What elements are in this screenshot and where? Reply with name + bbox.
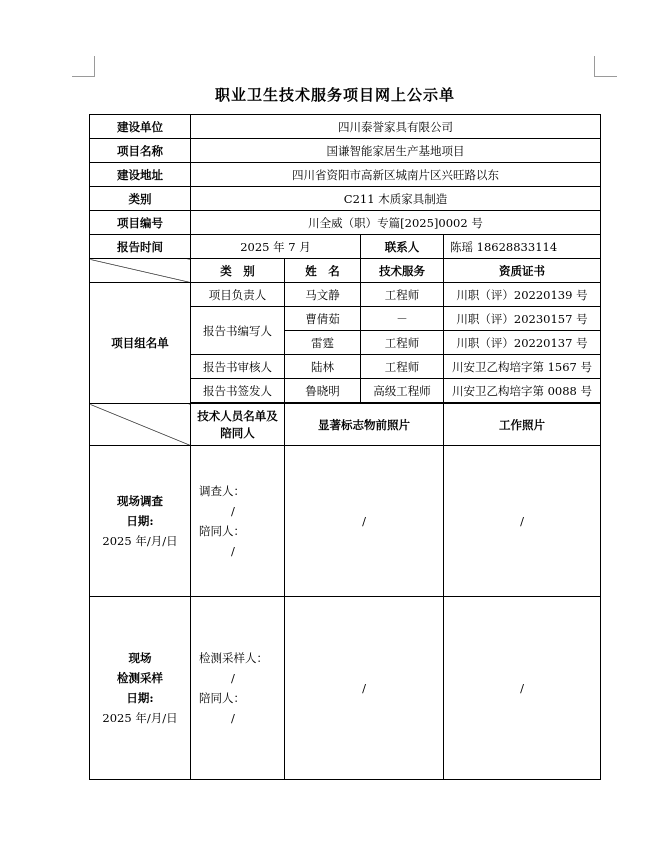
role-writer: 报告书编写人 [191, 307, 285, 355]
row-report-time [90, 235, 601, 259]
row-sampling [90, 597, 601, 780]
member-service: 高级工程师 [361, 379, 444, 403]
row-address [90, 163, 601, 187]
sampling-date: 2025 年/月/日 [102, 711, 178, 725]
header-name: 姓 名 [285, 259, 361, 283]
member-cert: 川职（评）20220137 号 [444, 331, 601, 355]
project-label: 项目名称 [90, 139, 191, 163]
sampling-title-1: 现场 [128, 651, 152, 665]
member-cert: 川职（评）20230157 号 [444, 307, 601, 331]
role-leader: 项目负责人 [191, 283, 285, 307]
member-name: 陆林 [285, 355, 361, 379]
investigator-label: 调查人： [199, 484, 245, 498]
team-row [90, 283, 601, 307]
address-label: 建设地址 [90, 163, 191, 187]
role-issuer: 报告书签发人 [191, 379, 285, 403]
investigator-value: / [231, 504, 235, 518]
diagonal-cell [90, 259, 191, 283]
header-landmark-photo: 显著标志物前照片 [285, 404, 444, 446]
member-cert: 川安卫乙构培字第 1567 号 [444, 355, 601, 379]
sampling-landmark-photo: / [285, 597, 444, 780]
survey-date-label: 日期: [126, 514, 154, 528]
member-name: 曹倩茹 [285, 307, 361, 331]
sampler-value: / [231, 671, 235, 685]
project-value: 国谦智能家居生产基地项目 [191, 139, 601, 163]
sampling-staff-cell [191, 597, 285, 780]
sampling-title-cell [90, 597, 191, 780]
header-type: 类 别 [191, 259, 285, 283]
header-staff: 技术人员名单及陪同人 [191, 404, 285, 446]
header-cert: 资质证书 [444, 259, 601, 283]
row-team-header [90, 259, 601, 283]
header-service: 技术服务 [361, 259, 444, 283]
member-service: 工程师 [361, 355, 444, 379]
number-label: 项目编号 [90, 211, 191, 235]
member-service: 工程师 [361, 283, 444, 307]
contact-label: 联系人 [361, 235, 444, 259]
header-work-photo: 工作照片 [444, 404, 601, 446]
sampling-work-photo: / [444, 597, 601, 780]
document-title: 职业卫生技术服务项目网上公示单 [214, 86, 455, 104]
diagonal-cell [90, 404, 191, 446]
role-reviewer: 报告书审核人 [191, 355, 285, 379]
team-label: 项目组名单 [90, 283, 191, 404]
member-name: 马文静 [285, 283, 361, 307]
survey-title: 现场调查 [117, 494, 163, 508]
survey-title-cell [90, 446, 191, 597]
sampler-label: 检测采样人： [199, 651, 268, 665]
sampling-companion-value: / [231, 711, 235, 725]
unit-label: 建设单位 [90, 115, 191, 139]
survey-landmark-photo: / [285, 446, 444, 597]
survey-date: 2025 年/月/日 [102, 534, 178, 548]
category-label: 类别 [90, 187, 191, 211]
row-category [90, 187, 601, 211]
contact-value: 陈瑶 18628833114 [444, 235, 601, 259]
member-name: 雷霆 [285, 331, 361, 355]
address-value: 四川省资阳市高新区城南片区兴旺路以东 [191, 163, 601, 187]
report-time-value: 2025 年 7 月 [191, 235, 361, 259]
member-service: － [361, 307, 444, 331]
crop-mark-top-left [72, 56, 95, 77]
sampling-title-2: 检测采样 [117, 671, 163, 685]
survey-staff-cell [191, 446, 285, 597]
member-cert: 川职（评）20220139 号 [444, 283, 601, 307]
row-unit [90, 115, 601, 139]
category-value: C211 木质家具制造 [191, 187, 601, 211]
sampling-date-label: 日期: [126, 691, 154, 705]
sampling-companion-label: 陪同人： [199, 691, 245, 705]
publicity-table [89, 114, 601, 780]
member-service: 工程师 [361, 331, 444, 355]
row-project [90, 139, 601, 163]
report-time-label: 报告时间 [90, 235, 191, 259]
number-value: 川全威（职）专篇[2025]0002 号 [191, 211, 601, 235]
companion-label: 陪同人： [199, 524, 245, 538]
row-survey [90, 446, 601, 597]
member-cert: 川安卫乙构培字第 0088 号 [444, 379, 601, 403]
member-name: 鲁晓明 [285, 379, 361, 403]
crop-mark-top-right [594, 56, 617, 77]
row-number [90, 211, 601, 235]
survey-work-photo: / [444, 446, 601, 597]
companion-value: / [231, 544, 235, 558]
row-photo-header [90, 404, 601, 446]
unit-value: 四川泰誉家具有限公司 [191, 115, 601, 139]
